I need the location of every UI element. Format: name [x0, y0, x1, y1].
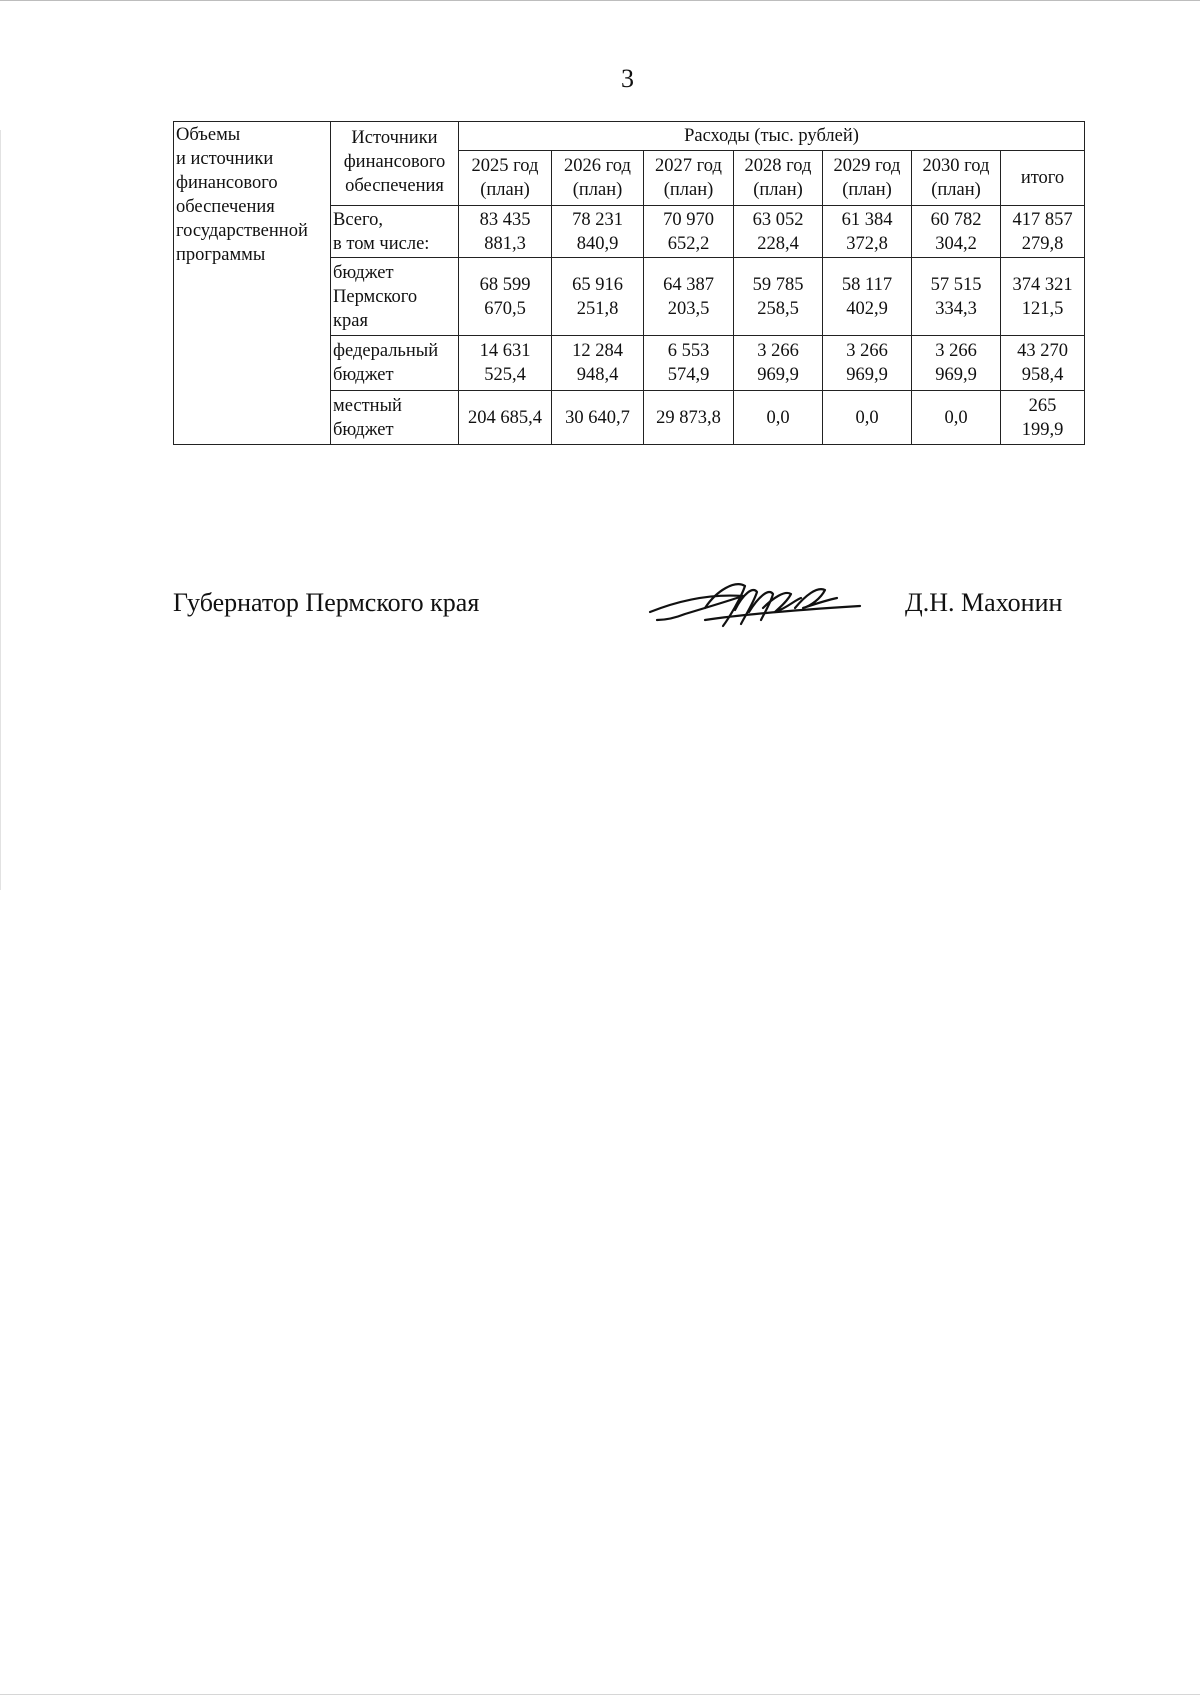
value-cell: 3 266 969,9 [734, 336, 823, 391]
value-cell: 0,0 [912, 391, 1001, 445]
year-header-2030: 2030 год (план) [912, 151, 1001, 206]
total-header: итого [1001, 151, 1085, 206]
year-header-2028: 2028 год (план) [734, 151, 823, 206]
total-cell: 417 857 279,8 [1001, 206, 1085, 258]
total-cell: 265 199,9 [1001, 391, 1085, 445]
program-label-line: финансового [176, 173, 278, 193]
value-cell: 70 970 652,2 [644, 206, 734, 258]
total-cell: 374 321 121,5 [1001, 258, 1085, 336]
total-cell: 43 270 958,4 [1001, 336, 1085, 391]
handwritten-signature [645, 568, 865, 632]
year-header-2026: 2026 год (план) [552, 151, 644, 206]
financing-table [173, 121, 1085, 445]
scan-edge-left [0, 130, 1, 890]
expenses-header: Расходы (тыс. рублей) [459, 122, 1085, 151]
value-cell: 63 052 228,4 [734, 206, 823, 258]
value-cell: 68 599 670,5 [459, 258, 552, 336]
program-label-line: Объемы [176, 125, 241, 145]
value-cell: 12 284 948,4 [552, 336, 644, 391]
program-label-line: программы [176, 245, 266, 265]
scan-edge-bottom [0, 1694, 1200, 1695]
program-label-line: государственной [176, 221, 308, 241]
value-cell: 65 916 251,8 [552, 258, 644, 336]
year-header-2029: 2029 год (план) [823, 151, 912, 206]
year-header-2025: 2025 год (план) [459, 151, 552, 206]
signatory-name: Д.Н. Махонин [905, 588, 1063, 617]
source-cell: федеральный бюджет [331, 336, 459, 391]
value-cell: 0,0 [734, 391, 823, 445]
program-label-line: обеспечения [176, 197, 275, 217]
value-cell: 3 266 969,9 [823, 336, 912, 391]
source-cell: бюджет Пермского края [331, 258, 459, 336]
sources-header: Источники финансового обеспечения [331, 122, 459, 206]
value-cell: 78 231 840,9 [552, 206, 644, 258]
scan-edge-top [0, 0, 1200, 1]
value-cell: 61 384 372,8 [823, 206, 912, 258]
value-cell: 30 640,7 [552, 391, 644, 445]
value-cell: 14 631 525,4 [459, 336, 552, 391]
value-cell: 83 435 881,3 [459, 206, 552, 258]
value-cell: 64 387 203,5 [644, 258, 734, 336]
value-cell: 6 553 574,9 [644, 336, 734, 391]
source-cell: Всего, в том числе: [331, 206, 459, 258]
value-cell: 59 785 258,5 [734, 258, 823, 336]
value-cell: 60 782 304,2 [912, 206, 1001, 258]
year-header-2027: 2027 год (план) [644, 151, 734, 206]
value-cell: 57 515 334,3 [912, 258, 1001, 336]
value-cell: 58 117 402,9 [823, 258, 912, 336]
program-label-cell [174, 122, 331, 445]
value-cell: 3 266 969,9 [912, 336, 1001, 391]
program-label-line: и источники [176, 149, 274, 169]
position-title: Губернатор Пермского края [173, 588, 480, 617]
source-cell: местный бюджет [331, 391, 459, 445]
value-cell: 204 685,4 [459, 391, 552, 445]
page-number: 3 [621, 64, 634, 93]
value-cell: 0,0 [823, 391, 912, 445]
value-cell: 29 873,8 [644, 391, 734, 445]
